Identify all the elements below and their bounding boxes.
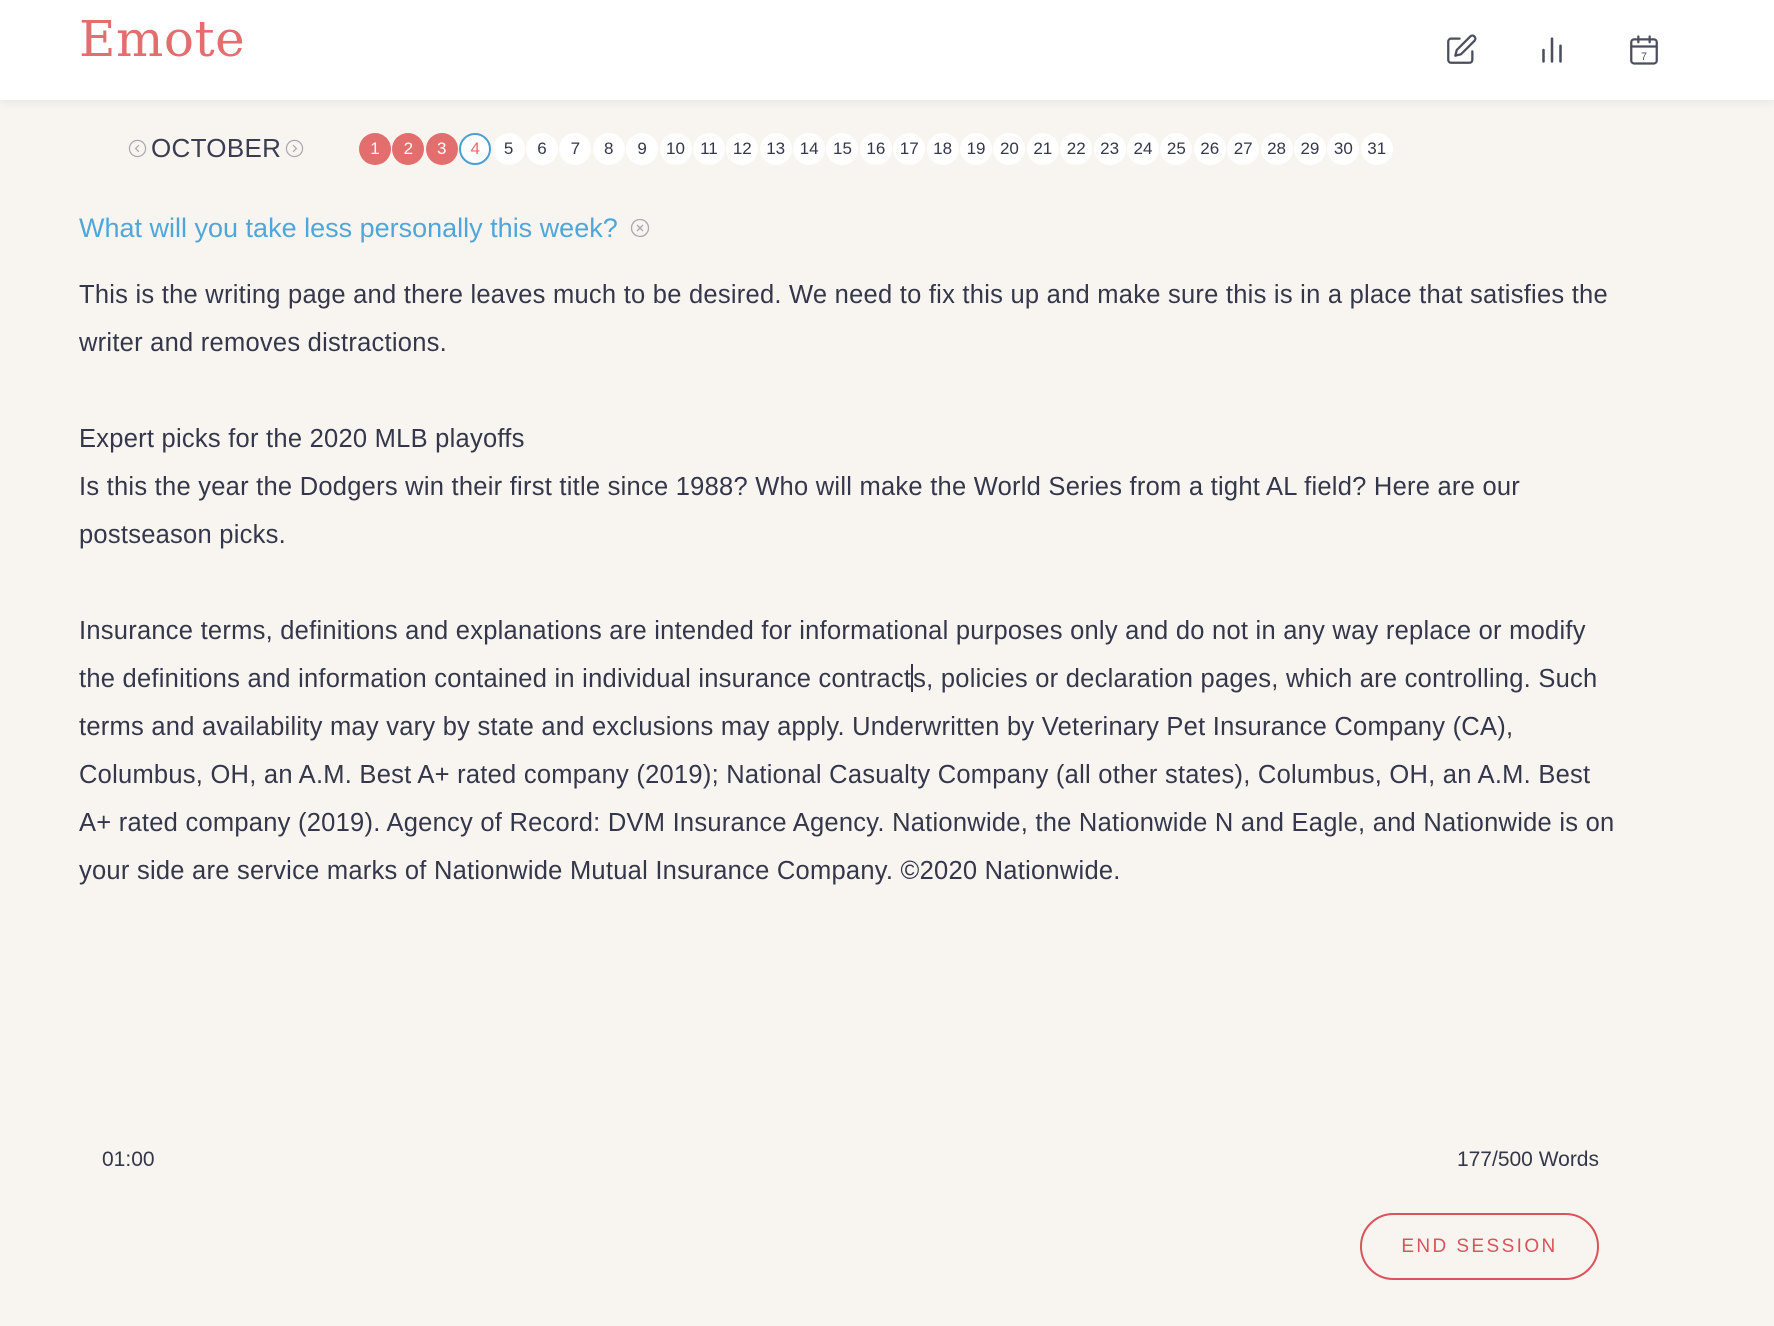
day-27[interactable]: 27 xyxy=(1227,133,1259,165)
day-14[interactable]: 14 xyxy=(793,133,825,165)
day-6[interactable]: 6 xyxy=(526,133,558,165)
end-session-button[interactable]: END SESSION xyxy=(1360,1213,1599,1280)
day-22[interactable]: 22 xyxy=(1060,133,1092,165)
previous-month-icon[interactable] xyxy=(128,139,147,158)
day-11[interactable]: 11 xyxy=(693,133,725,165)
app-logo[interactable]: Emote xyxy=(79,10,246,68)
day-10[interactable]: 10 xyxy=(660,133,692,165)
day-20[interactable]: 20 xyxy=(993,133,1025,165)
session-timer: 01:00 xyxy=(102,1148,155,1171)
next-month-icon[interactable] xyxy=(285,139,304,158)
day-16[interactable]: 16 xyxy=(860,133,892,165)
editor-paragraph: Is this the year the Dodgers win their first title since 1988? Who will make the World Series from a tight AL field? Here are our postseason picks. xyxy=(79,473,1521,549)
day-21[interactable]: 21 xyxy=(1027,133,1059,165)
prompt-row xyxy=(79,208,650,248)
day-31[interactable]: 31 xyxy=(1361,133,1393,165)
day-selector xyxy=(359,133,1394,165)
day-4[interactable]: 4 xyxy=(459,133,491,165)
write-icon[interactable] xyxy=(1443,32,1479,68)
day-3[interactable]: 3 xyxy=(426,133,458,165)
month-label: OCTOBER xyxy=(151,132,282,163)
day-30[interactable]: 30 xyxy=(1327,133,1359,165)
day-28[interactable]: 28 xyxy=(1261,133,1293,165)
month-navigator xyxy=(128,130,304,166)
day-25[interactable]: 25 xyxy=(1160,133,1192,165)
calendar-icon[interactable] xyxy=(1626,32,1662,68)
dismiss-prompt-icon[interactable] xyxy=(630,218,650,238)
day-24[interactable]: 24 xyxy=(1127,133,1159,165)
day-1[interactable]: 1 xyxy=(359,133,391,165)
writing-prompt[interactable]: What will you take less personally this week? xyxy=(79,212,618,243)
day-17[interactable]: 17 xyxy=(893,133,925,165)
editor-line: Expert picks for the 2020 MLB playoffs xyxy=(79,425,525,453)
stats-icon[interactable] xyxy=(1534,32,1570,68)
word-count: 177/500 Words xyxy=(1456,1148,1599,1171)
calendar-icon-day: 7 xyxy=(1641,50,1647,63)
day-26[interactable]: 26 xyxy=(1194,133,1226,165)
day-7[interactable]: 7 xyxy=(559,133,591,165)
day-9[interactable]: 9 xyxy=(626,133,658,165)
day-19[interactable]: 19 xyxy=(960,133,992,165)
editor-text: s, policies or declaration pages, which are controlling. Such terms and availability may vary by state and exclusions may apply. Underwritten by Veterinary Pet Insurance Company (CA), Columbus, OH, an A.M. Best A+ rated company (2019); National Casualty Company (all other states), Columbus, OH, an A.M. Best A+ rated company (2019). Agency of Record: DVM Insurance Agency. Nationwide, the Nationwide N and Eagle, and Nationwide is on your side are service marks of Nationwide Mutual Insurance Company. ©2020 Nationwide. xyxy=(79,665,1615,885)
editor-paragraph xyxy=(79,607,1619,895)
day-29[interactable]: 29 xyxy=(1294,133,1326,165)
day-13[interactable]: 13 xyxy=(760,133,792,165)
writing-editor[interactable] xyxy=(79,271,1619,895)
day-15[interactable]: 15 xyxy=(826,133,858,165)
day-23[interactable]: 23 xyxy=(1094,133,1126,165)
editor-paragraph: This is the writing page and there leaves much to be desired. We need to fix this up and make sure this is in a place that satisfies the writer and removes distractions. xyxy=(79,281,1608,357)
day-5[interactable]: 5 xyxy=(493,133,525,165)
day-8[interactable]: 8 xyxy=(593,133,625,165)
app-header xyxy=(0,0,1774,100)
day-18[interactable]: 18 xyxy=(927,133,959,165)
day-2[interactable]: 2 xyxy=(392,133,424,165)
day-12[interactable]: 12 xyxy=(726,133,758,165)
editor-text: Insurance terms, definitions and explanations are intended for informational purposes only and do not in any way replace or modify the definitions and information contained in individual insurance contract xyxy=(79,617,1586,693)
